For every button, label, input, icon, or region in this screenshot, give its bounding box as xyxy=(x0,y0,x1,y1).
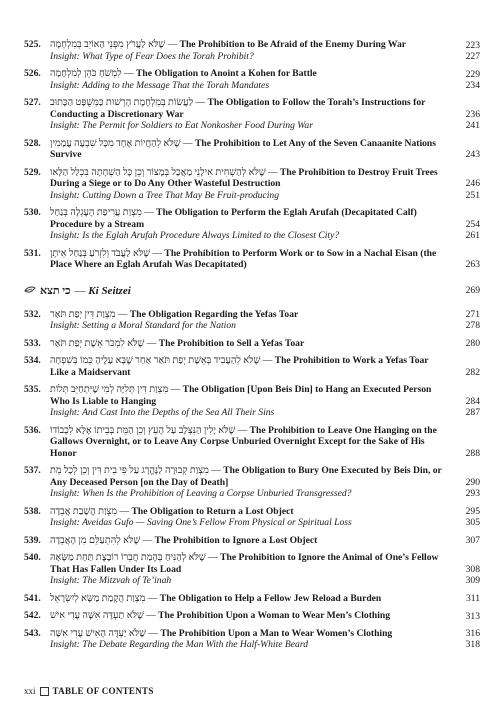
insight-text: Insight: Aveidas Gufo — Saving One’s Fellow From Physical or Spiritual Loss xyxy=(50,517,352,528)
entry-title: The Prohibition to Ignore the Animal of One’s Fellow That Has Fallen Under Its Load xyxy=(50,552,439,575)
entry-hebrew-title: מִצְוַת הֲקָמַת מַשָּׂא לְיִשְׂרָאֵל xyxy=(50,592,146,604)
entry-main-row xyxy=(24,465,480,488)
entry-number: 531. xyxy=(24,247,41,259)
entry-page-number: 307 xyxy=(465,535,480,546)
toc-entry xyxy=(24,167,480,202)
entry-body: מִצְוַת דִּין תְּלִיָּה לְמִי שֶׁיִּתְחַיֵּב תְּלוֹת — The Obligation [Upon Beis Din] to Hang an Executed Person Who Is Liable to Hanging xyxy=(50,384,432,407)
entry-number: 543. xyxy=(24,627,41,639)
toc-entry xyxy=(24,97,480,132)
toc-entry xyxy=(24,138,480,161)
entry-number: 534. xyxy=(24,355,41,366)
entry-title: The Prohibition to Ignore a Lost Object xyxy=(154,534,318,546)
entry-main-row xyxy=(24,593,480,605)
entry-main-row xyxy=(24,309,480,321)
insight-page-number: 241 xyxy=(465,120,480,131)
entry-body: שֶׁלֹּא לְהַשְׁחִית אִילָנֵי מַאֲכָל בְּמָצוֹר וְכֵן כָּל הַשְׁחָתָה בִּכְלַל הַלָּאו — The Prohibition to Destroy Fruit Trees During a Siege or to Do Any Other Wasteful Destruction xyxy=(50,166,438,189)
entry-title: The Obligation to Help a Fellow Jew Reload a Burden xyxy=(159,592,382,604)
insight-page-number: 261 xyxy=(465,230,480,241)
insight-text: Insight: Cutting Down a Tree That May Be Fruit-producing xyxy=(50,189,279,201)
entry-page-number: 288 xyxy=(465,448,480,459)
section-title-hebrew: כי תצא xyxy=(40,284,71,297)
entry-body: מִצְוַת דִּין יְפַת תֹּאַר — The Obligation Regarding the Yefas Toar xyxy=(50,308,299,320)
toc-entry xyxy=(24,355,480,378)
entry-number: 537. xyxy=(24,465,41,476)
entry-title: The Obligation to Perform the Eglah Arufah (Decapitated Calf) Procedure by a Stream xyxy=(50,207,417,230)
entry-body: מִצְוַת הֲקָמַת מַשָּׂא לְיִשְׂרָאֵל — The Obligation to Help a Fellow Jew Reload a Burden xyxy=(50,592,382,604)
entry-main-row xyxy=(24,338,480,350)
entry-body: שֶׁלֹּא יָלִין הַנִּצְלָב עַל הָעֵץ וְכֵן הַמֵּת בְּבֵיתוֹ אֶלָּא לִכְבוֹדוֹ — The Prohibition to Leave One Hanging on the Gallows Overnight, or to Leave Any Corpse Unburied Overnight Except for the Sake of His Honor xyxy=(50,424,437,459)
toc-entry xyxy=(24,309,480,332)
entry-page-number: 308 xyxy=(465,563,480,575)
entry-number: 528. xyxy=(24,137,41,149)
entry-page-number: 254 xyxy=(465,218,480,230)
entry-page-number: 290 xyxy=(465,476,480,488)
entry-main-row xyxy=(24,167,480,190)
entry-number: 532. xyxy=(24,308,41,320)
entry-main-row xyxy=(24,506,480,518)
insight-row xyxy=(24,51,480,63)
entry-body: שֶׁלֹּא לְהַנִּיחַ בְּהֶמַת חֲבֵרוֹ רוֹבֶצֶת תַּחַת מַשָּׂאָהּ — The Prohibition to Ignore the Animal of One’s Fellow That Has Fallen Under Its Load xyxy=(50,552,439,575)
insight-row xyxy=(24,80,480,92)
insight-text: Insight: When Is the Prohibition of Leaving a Corpse Unburied Transgressed? xyxy=(50,488,352,499)
entry-main-row xyxy=(24,628,480,640)
entry-main-row xyxy=(24,535,480,547)
entry-hebrew-title: שֶׁלֹּא לְהַחֲיוֹת אֶחָד מִכָּל שִׁבְעָה עֲמָמִין xyxy=(50,137,181,149)
entry-hebrew-title: שֶׁלֹּא לְהַשְׁחִית אִילָנֵי מַאֲכָל בְּמָצוֹר וְכֵן כָּל הַשְׁחָתָה בִּכְלַל הַלָּאו xyxy=(50,166,266,178)
insight-row xyxy=(24,120,480,132)
entry-page-number: 236 xyxy=(465,108,480,120)
entry-page-number: 284 xyxy=(465,395,480,407)
toc-entry xyxy=(24,465,480,500)
entry-main-row xyxy=(24,39,480,51)
entry-number: 536. xyxy=(24,424,41,436)
toc-entry xyxy=(24,39,480,62)
toc-entry xyxy=(24,248,480,271)
footer-page-number: xxi xyxy=(24,686,36,696)
entry-body: לַעֲשׂוֹת בְּמִלְחֶמֶת הָרְשׁוּת כַּמְּשֻׁפָּט הַכָּתוּב — The Obligation to Follow the Torah’s Instructions for Conducting a Discretionary War xyxy=(50,97,426,120)
square-bullet-icon xyxy=(40,687,49,696)
entry-main-row xyxy=(24,355,480,378)
entry-body: שֶׁלֹּא לְהִתְעַלֵּם מִן הָאֲבֵדָה — The Prohibition to Ignore a Lost Object xyxy=(50,534,318,546)
entry-hebrew-title: שֶׁלֹּא לְהַעֲבִיד בְּאֵשֶׁת יְפַת תֹּאַר אַחַר שֶׁבָּא עָלֶיהָ כְּמוֹ בְּשִׁפְחָה xyxy=(50,355,261,366)
toc-entry xyxy=(24,535,480,547)
entry-hebrew-title: שֶׁלֹּא לִמְכֹּר אֵשֶׁת יְפַת תֹּאַר xyxy=(50,337,145,349)
entry-page-number: 316 xyxy=(465,628,480,639)
entry-number: 541. xyxy=(24,592,41,604)
entry-number: 540. xyxy=(24,552,41,563)
entry-hebrew-title: שֶׁלֹּא יַעְדֶּה הָאִישׁ עֶדִי אִשָּׁה xyxy=(50,627,146,639)
entry-title: The Prohibition Upon a Man to Wear Women’s Clothing xyxy=(160,627,393,639)
entry-number: 539. xyxy=(24,534,41,546)
entry-title: The Obligation to Anoint a Kohen for Battle xyxy=(136,68,317,79)
toc-entry xyxy=(24,338,480,350)
entry-hebrew-title: שֶׁלֹּא יָלִין הַנִּצְלָב עַל הָעֵץ וְכֵן הַמֵּת בְּבֵיתוֹ אֶלָּא לִכְבוֹדוֹ xyxy=(50,424,236,436)
toc-entry xyxy=(24,552,480,587)
insight-row xyxy=(24,190,480,202)
table-of-contents xyxy=(24,39,480,657)
toc-entry xyxy=(24,425,480,460)
entry-number: 533. xyxy=(24,337,41,349)
entry-title: The Obligation to Follow the Torah’s Instructions for Conducting a Discretionary War xyxy=(50,97,426,120)
entry-hebrew-title: מִצְוַת דִּין תְּלִיָּה לְמִי שֶׁיִּתְחַיֵּב תְּלוֹת xyxy=(50,384,169,395)
entry-main-row xyxy=(24,248,480,271)
entry-page-number: 295 xyxy=(465,506,480,517)
entry-page-number: 229 xyxy=(465,68,480,80)
entry-page-number: 246 xyxy=(465,178,480,189)
toc-entry xyxy=(24,593,480,605)
insight-page-number: 287 xyxy=(465,407,480,418)
entry-body: מִצְוַת קְבוּרָה לַנֶּהֱרָג עַל פִּי בֵית דִּין וְכֵן לְכָל מֵת — The Obligation to Bury One Executed by Beis Din, or Any Deceased Person [on the Day of Death] xyxy=(50,465,442,488)
insight-page-number: 278 xyxy=(465,320,480,331)
entry-main-row xyxy=(24,207,480,230)
entry-number: 530. xyxy=(24,207,41,218)
insight-text: Insight: The Debate Regarding the Man With the Half-White Beard xyxy=(50,639,309,650)
entry-title: The Prohibition Upon a Woman to Wear Men’s Clothing xyxy=(158,610,391,621)
entry-list-ki-seitzei xyxy=(24,309,480,651)
entry-page-number: 282 xyxy=(465,366,480,378)
toc-entry xyxy=(24,68,480,91)
entry-body: שֶׁלֹּא לְהַחֲיוֹת אֶחָד מִכָּל שִׁבְעָה עֲמָמִין — The Prohibition to Let Any of the Seven Canaanite Nations Survive xyxy=(50,137,436,160)
entry-body: שֶׁלֹּא לְהַעֲבִיד בְּאֵשֶׁת יְפַת תֹּאַר אַחַר שֶׁבָּא עָלֶיהָ כְּמוֹ בְּשִׁפְחָה — The Prohibition to Work a Yefas Toar Like a Maidservant xyxy=(50,355,429,378)
insight-page-number: 293 xyxy=(465,488,480,499)
entry-hebrew-title: שֶׁלֹּא לְהַנִּיחַ בְּהֶמַת חֲבֵרוֹ רוֹבֶצֶת תַּחַת מַשָּׂאָהּ xyxy=(50,552,206,563)
entry-page-number: 263 xyxy=(465,259,480,270)
entry-list-shoftim xyxy=(24,39,480,271)
entry-body: לִמְשֹׁחַ כֹּהֵן לְמִלְחָמָה — The Obligation to Anoint a Kohen for Battle xyxy=(50,68,317,79)
entry-title: The Prohibition to Work a Yefas Toar Like a Maidservant xyxy=(50,355,429,378)
entry-title: The Prohibition to Sell a Yefas Toar xyxy=(158,337,305,349)
entry-main-row xyxy=(24,610,480,622)
entry-title: The Prohibition to Let Any of the Seven Canaanite Nations Survive xyxy=(50,137,436,160)
entry-page-number: 311 xyxy=(465,593,480,604)
entry-hebrew-title: מִצְוַת עֲרִיפַת הָעֶגְלָה בְּנַחַל xyxy=(50,207,142,218)
insight-row xyxy=(24,230,480,242)
entry-hebrew-title: שֶׁלֹּא לַעֲרֹץ מִפְּנֵי הָאוֹיֵב בְּמִלְחָמָה xyxy=(50,39,166,50)
page-footer xyxy=(24,686,154,696)
insight-text: Insight: Adding to the Message That the Torah Mandates xyxy=(50,79,270,91)
insight-text: Insight: The Mitzvah of Te’inah xyxy=(50,575,172,586)
entry-title: The Prohibition to Destroy Fruit Trees During a Siege or to Do Any Other Wasteful Destruction xyxy=(50,166,438,189)
entry-hebrew-title: שֶׁלֹּא לְהִתְעַלֵּם מִן הָאֲבֵדָה xyxy=(50,534,141,546)
entry-body: שֶׁלֹּא לִמְכֹּר אֵשֶׁת יְפַת תֹּאַר — The Prohibition to Sell a Yefas Toar xyxy=(50,337,305,349)
entry-body: מִצְוַת הֲשָׁבַת אֲבֵדָה — The Obligation to Return a Lost Object xyxy=(50,505,294,517)
entry-hebrew-title: לַעֲשׂוֹת בְּמִלְחֶמֶת הָרְשׁוּת כַּמְּשֻׁפָּט הַכָּתוּב xyxy=(50,97,194,108)
entry-title: The Prohibition to Be Afraid of the Enemy During War xyxy=(179,39,407,50)
entry-number: 538. xyxy=(24,505,41,517)
entry-main-row xyxy=(24,97,480,120)
insight-text: Insight: And Cast Into the Depths of the Sea All Their Sins xyxy=(50,407,275,418)
entry-main-row xyxy=(24,68,480,80)
leaf-ornament-icon xyxy=(24,286,36,295)
entry-title: The Obligation [Upon Beis Din] to Hang an Executed Person Who Is Liable to Hanging xyxy=(50,384,432,407)
entry-main-row xyxy=(24,552,480,575)
entry-number: 542. xyxy=(24,610,41,621)
section-title-english: Ki Seitzei xyxy=(88,284,131,297)
insight-row xyxy=(24,517,480,529)
insight-page-number: 305 xyxy=(465,517,480,528)
insight-text: Insight: Is the Eglah Arufah Procedure Always Limited to the Closest City? xyxy=(50,230,340,241)
entry-body: שֶׁלֹּא יַעְדֶּה הָאִישׁ עֶדִי אִשָּׁה — The Prohibition Upon a Man to Wear Women’s Clothing xyxy=(50,627,393,639)
entry-body: שֶׁלֹּא לַעֲבֹד וְלִזְרֹעַ בְּנַחַל אֵיתָן — The Prohibition to Perform Work or to Sow in a Nachal Eisan (the Place Where an Eglah Arufah Was Decapitated) xyxy=(50,247,437,270)
toc-entry xyxy=(24,207,480,242)
insight-page-number: 251 xyxy=(465,189,480,201)
insight-text: Insight: The Permit for Soldiers to Eat Nonkosher Food During War xyxy=(50,120,313,131)
insight-row xyxy=(24,488,480,500)
insight-page-number: 318 xyxy=(465,639,480,650)
entry-page-number: 280 xyxy=(465,338,480,349)
entry-hebrew-title: מִצְוַת הֲשָׁבַת אֲבֵדָה xyxy=(50,505,118,517)
entry-title: The Prohibition to Leave One Hanging on the Gallows Overnight, or to Leave Any Corpse Unburied Overnight Except for the Sake of His Honor xyxy=(50,424,437,459)
insight-row xyxy=(24,320,480,332)
entry-hebrew-title: מִצְוַת קְבוּרָה לַנֶּהֱרָג עַל פִּי בֵית דִּין וְכֵן לְכָל מֵת xyxy=(50,465,209,476)
entry-number: 527. xyxy=(24,97,41,108)
entry-title: The Obligation Regarding the Yefas Toar xyxy=(129,308,299,320)
entry-title: The Obligation to Return a Lost Object xyxy=(131,505,294,517)
toc-entry xyxy=(24,610,480,622)
entry-body: מִצְוַת עֲרִיפַת הָעֶגְלָה בְּנַחַל — The Obligation to Perform the Eglah Arufah (Decapitated Calf) Procedure by a Stream xyxy=(50,207,417,230)
entry-hebrew-title: שֶׁלֹּא תַעְדֶּה אִשָּׁה עֶדִי אִישׁ xyxy=(50,610,144,621)
insight-page-number: 309 xyxy=(465,575,480,586)
insight-row xyxy=(24,639,480,651)
entry-page-number: 243 xyxy=(465,149,480,160)
section-heading: כי תצא — Ki Seitzei 269 xyxy=(24,285,480,297)
entry-hebrew-title: לִמְשֹׁחַ כֹּהֵן לְמִלְחָמָה xyxy=(50,68,122,79)
entry-number: 535. xyxy=(24,384,41,395)
entry-hebrew-title: שֶׁלֹּא לַעֲבֹד וְלִזְרֹעַ בְּנַחַל אֵיתָן xyxy=(50,247,151,259)
entry-page-number: 271 xyxy=(465,309,480,320)
toc-entry xyxy=(24,384,480,419)
toc-entry xyxy=(24,506,480,529)
entry-title: The Prohibition to Perform Work or to Sow in a Nachal Eisan (the Place Where an Eglah Arufah Was Decapitated) xyxy=(50,247,437,270)
entry-body: שֶׁלֹּא תַעְדֶּה אִשָּׁה עֶדִי אִישׁ — The Prohibition Upon a Woman to Wear Men’s Clothing xyxy=(50,610,391,621)
entry-number: 529. xyxy=(24,166,41,178)
entry-hebrew-title: מִצְוַת דִּין יְפַת תֹּאַר xyxy=(50,308,116,320)
insight-row xyxy=(24,407,480,419)
entry-page-number: 223 xyxy=(465,39,480,51)
entry-title: The Obligation to Bury One Executed by Beis Din, or Any Deceased Person [on the Day of Death] xyxy=(50,465,442,488)
section-page-number: 269 xyxy=(465,285,480,296)
entry-body: שֶׁלֹּא לַעֲרֹץ מִפְּנֵי הָאוֹיֵב בְּמִלְחָמָה — The Prohibition to Be Afraid of the Enemy During War xyxy=(50,39,407,50)
toc-entry xyxy=(24,628,480,651)
insight-page-number: 234 xyxy=(465,79,480,91)
footer-title: TABLE OF CONTENTS xyxy=(52,686,154,696)
entry-main-row xyxy=(24,138,480,161)
insight-text: Insight: Setting a Moral Standard for the Nation xyxy=(50,320,236,331)
insight-row xyxy=(24,575,480,587)
entry-page-number: 313 xyxy=(465,610,480,622)
insight-text: Insight: What Type of Fear Does the Torah Prohibit? xyxy=(50,50,254,62)
entry-main-row xyxy=(24,384,480,407)
entry-number: 526. xyxy=(24,68,41,79)
entry-number: 525. xyxy=(24,39,41,50)
insight-page-number: 227 xyxy=(465,50,480,62)
entry-main-row xyxy=(24,425,480,460)
